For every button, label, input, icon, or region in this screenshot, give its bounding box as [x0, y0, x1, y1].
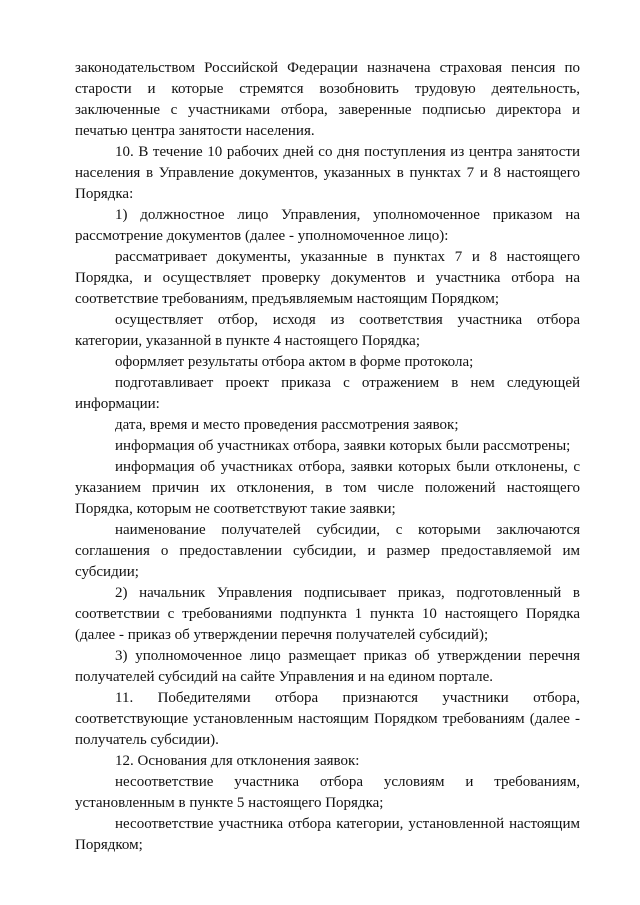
paragraph-recipients-names: наименование получателей субсидии, с которыми заключаются соглашения о предоставлении субсидии, и размер предоставляемой им субсидии; [75, 522, 580, 580]
paragraph-rejection-reason-1: несоответствие участника отбора условиям и требованиям, установленным в пункте 5 настоящего Порядка; [75, 774, 580, 811]
paragraph-date-time-place: дата, время и место проведения рассмотрения заявок; [115, 417, 459, 433]
paragraph-performs-selection: осуществляет отбор, исходя из соответствия участника отбора категории, указанной в пункте 4 настоящего Порядка; [75, 312, 580, 349]
paragraph-subitem-2: 2) начальник Управления подписывает приказ, подготовленный в соответствии с требованиями подпункта 1 пункта 10 настоящего Порядка (далее - приказ об утверждении перечня получателей субсидий); [75, 585, 580, 643]
paragraph-subitem-3: 3) уполномоченное лицо размещает приказ об утверждении перечня получателей субсидий на сайте Управления и на едином портале. [75, 648, 580, 685]
paragraph-item-10: 10. В течение 10 рабочих дней со дня поступления из центра занятости населения в Управление документов, указанных в пунктах 7 и 8 настоящего Порядка: [75, 144, 580, 202]
paragraph-subitem-1: 1) должностное лицо Управления, уполномоченное приказом на рассмотрение документов (далее - уполномоченное лицо): [75, 207, 580, 244]
paragraph-continuation: законодательством Российской Федерации назначена страховая пенсия по старости и которые стремятся возобновить трудовую деятельность, заключенные с участниками отбора, заверенные подписью директора и печатью центра занятости населения. [75, 60, 580, 139]
paragraph-rejected-applications: информация об участниках отбора, заявки которых были отклонены, с указанием причин их отклонения, в том числе положений настоящего Порядка, которым не соответствуют такие заявки; [75, 459, 580, 517]
paragraph-reviews-documents: рассматривает документы, указанные в пунктах 7 и 8 настоящего Порядка, и осуществляет проверку документов и участника отбора на соответствие требованиям, предъявляемым настоящим Порядком; [75, 249, 580, 307]
paragraph-reviewed-applications: информация об участниках отбора, заявки которых были рассмотрены; [115, 438, 571, 454]
paragraph-prepares-order: подготавливает проект приказа с отражением в нем следующей информации: [75, 375, 580, 412]
paragraph-draws-up-results: оформляет результаты отбора актом в форме протокола; [115, 354, 474, 370]
paragraph-rejection-reason-2: несоответствие участника отбора категории, установленной настоящим Порядком; [75, 816, 580, 853]
paragraph-item-11: 11. Победителями отбора признаются участники отбора, соответствующие установленным настоящим Порядком требованиям (далее - получатель субсидии). [75, 690, 580, 748]
paragraph-item-12: 12. Основания для отклонения заявок: [115, 753, 360, 769]
document-page [75, 58, 580, 856]
